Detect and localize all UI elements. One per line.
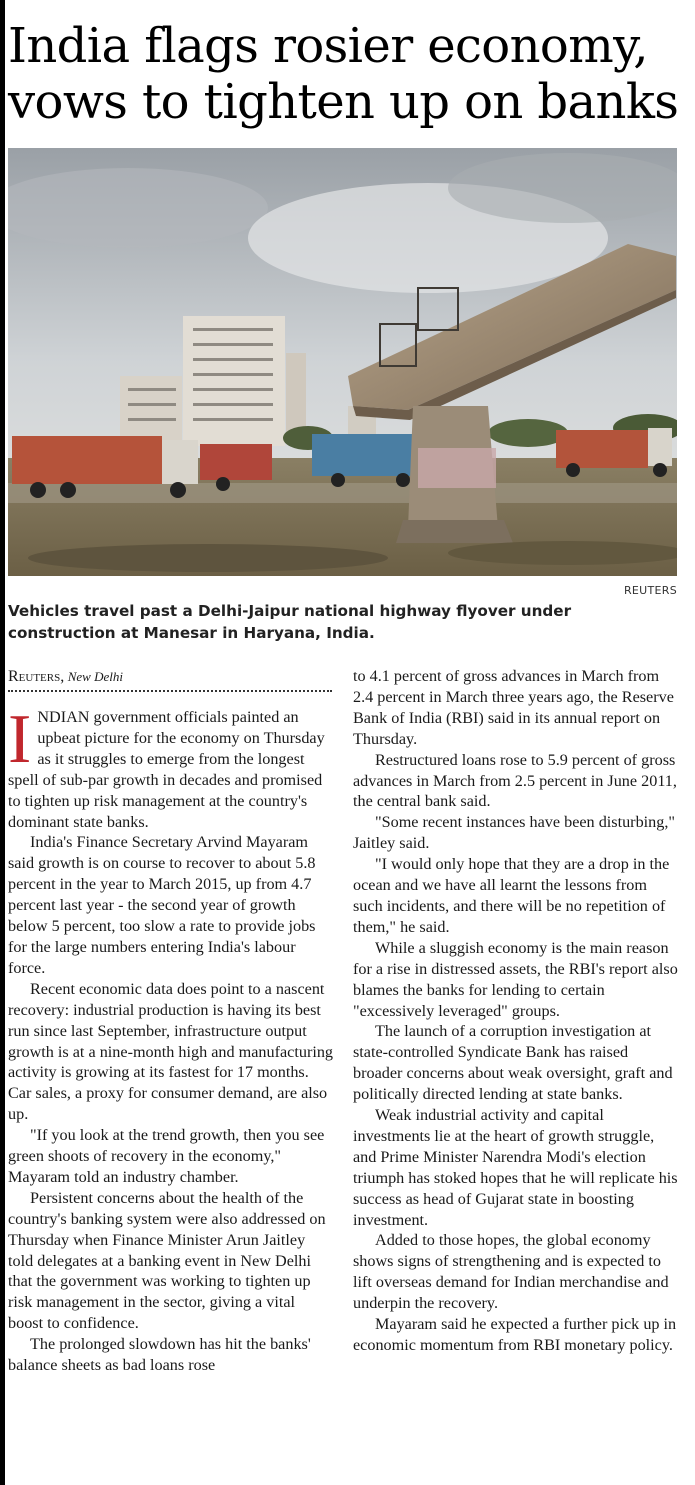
byline-divider <box>8 690 332 692</box>
article-column-2 <box>353 666 679 1356</box>
headline-line-1: India flags rosier economy, <box>8 18 648 74</box>
paragraph: "I would only hope that they are a drop in the ocean and we have all learnt the lessons from such incidents, and there will be no repetition of them," he said. <box>353 855 670 936</box>
left-margin-rule <box>0 0 5 1485</box>
headline-line-2: vows to tighten up on banks <box>8 74 679 130</box>
headline <box>8 18 688 130</box>
paragraph: Mayaram said he expected a further pick up in economic momentum from RBI monetary policy. <box>353 1315 677 1354</box>
paragraph: Weak industrial activity and capital investments lie at the heart of growth struggle, and Prime Minister Narendra Modi's election triumph has stoked hopes that he will replicate his success as head of Gujarat state in boosting investment. <box>353 1106 678 1229</box>
byline-place: New Delhi <box>67 669 123 684</box>
paragraph: "Some recent instances have been disturbing," Jaitley said. <box>353 813 676 853</box>
paragraph-text: NDIAN government officials painted an upbeat picture for the economy on Thursday as it struggles to emerge from the longest spell of sub-par growth in decades and promised to tighten up risk management at the country's dominant state banks. <box>8 708 325 831</box>
paragraph: While a sluggish economy is the main reason for a rise in distressed assets, the RBI's report also blames the banks for lending to certain "excessively leveraged" groups. <box>353 938 678 1020</box>
photo-caption: Vehicles travel past a Delhi-Jaipur national highway flyover under construction at Manesar in Haryana, India. <box>8 602 572 642</box>
news-photo <box>8 148 677 576</box>
paragraph: The prolonged slowdown has hit the banks' balance sheets as bad loans rose <box>8 1335 311 1375</box>
drop-cap: I <box>8 701 32 778</box>
paragraph <box>8 701 334 832</box>
paragraph: Persistent concerns about the health of the country's banking system were also addressed on Thursday when Finance Minister Arun Jaitley told delegates at a banking event in New Delhi that the government was working to tighten up risk management in the sector, giving a vital boost to confidence. <box>8 1188 326 1333</box>
paragraph: Recent economic data does point to a nascent recovery: industrial production is having its best run since last September, infrastructure output growth is at a nine-month high and manufacturing activity is growing at its fastest for 17 months. Car sales, a proxy for consumer demand, are also up. <box>8 979 334 1124</box>
paragraph: to 4.1 percent of gross advances in March from 2.4 percent in March three years ago, the Reserve Bank of India (RBI) said in its annual report on Thursday. <box>353 667 674 748</box>
photo-credit: REUTERS <box>623 584 677 597</box>
byline-agency: Reuters, <box>8 668 65 685</box>
paragraph: India's Finance Secretary Arvind Mayaram said growth is on course to recover to about 5.8 percent in the year to March 2015, up from 4.7 percent last year - the second year of growth below 5 percent, too slow a rate to provide jobs for the large numbers entering India's labour force. <box>8 833 316 977</box>
paragraph: Added to those hopes, the global economy shows signs of strengthening and is expected to lift overseas demand for Indian merchandise and underpin the recovery. <box>353 1231 669 1313</box>
paragraph: The launch of a corruption investigation at state-controlled Syndicate Bank has raised broader concerns about weak oversight, graft and politically directed lending at state banks. <box>353 1022 673 1104</box>
paragraph: "If you look at the trend growth, then you see green shoots of recovery in the economy," Mayaram told an industry chamber. <box>8 1126 325 1186</box>
byline <box>8 668 123 686</box>
paragraph: Restructured loans rose to 5.9 percent of gross advances in March from 2.5 percent in June 2011, the central bank said. <box>353 750 677 811</box>
article-column-1 <box>8 701 334 1376</box>
